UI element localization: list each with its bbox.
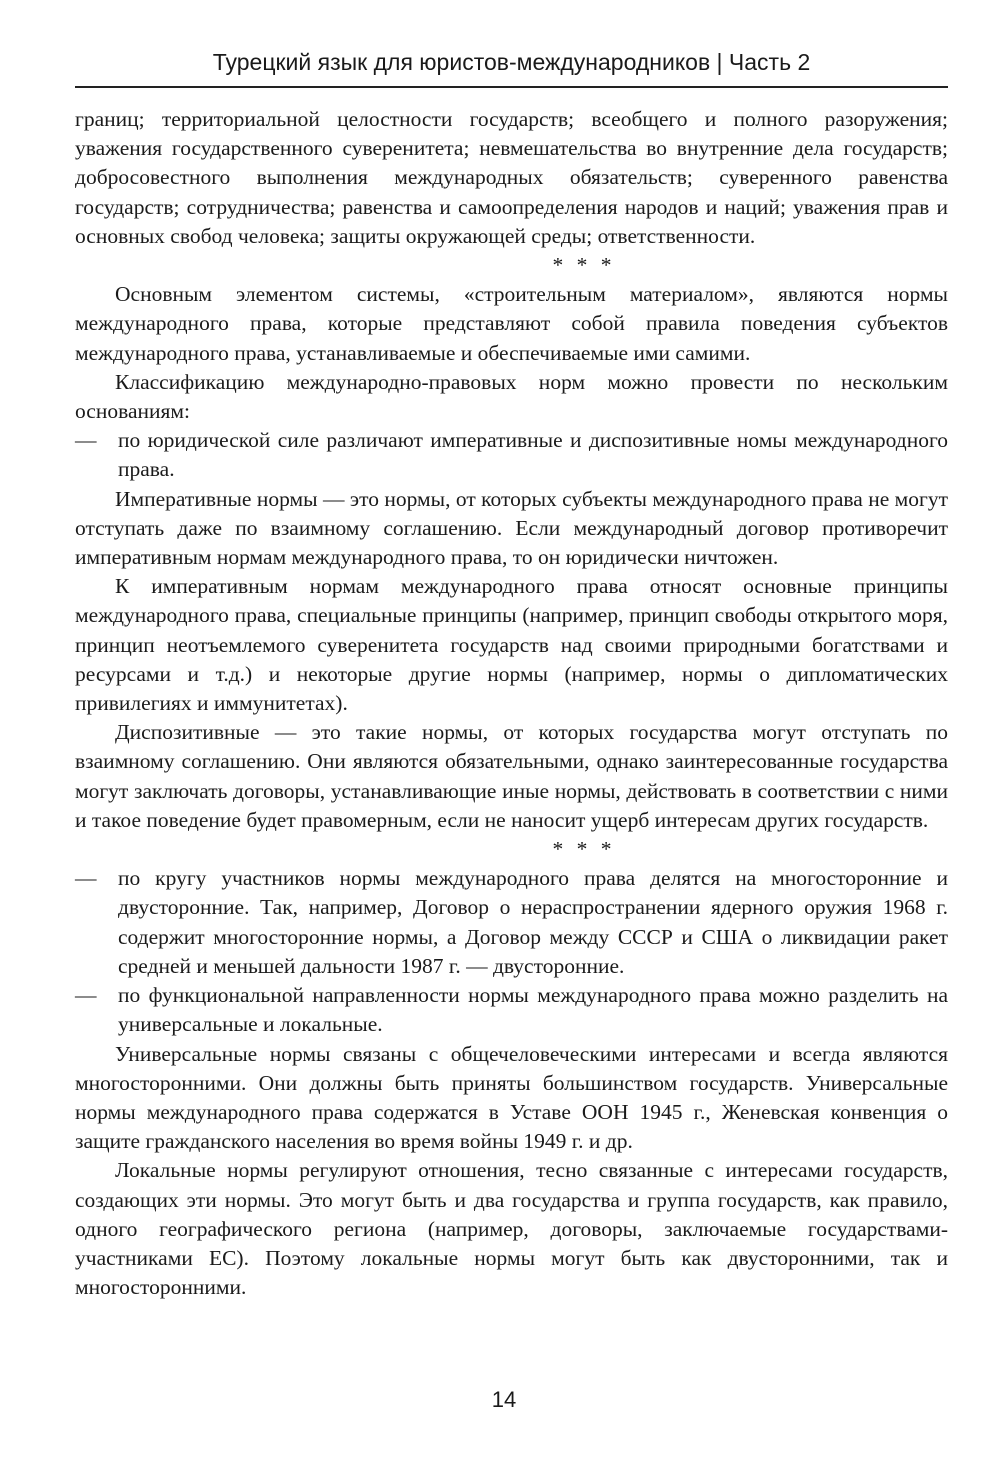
- list-item-functional: [75, 981, 948, 1039]
- list-item-legal-force: [75, 426, 948, 484]
- page-body: [75, 105, 948, 1302]
- header-divider: [75, 86, 948, 88]
- section-separator: * * *: [552, 253, 616, 278]
- section-separator: * * *: [552, 837, 616, 862]
- paragraph-dispositive-norms: Диспозитивные — это такие нормы, от которых государства могут отступать по взаимному соглашению. Они являются обязательными, однако заинтересованные государства могут заключать договоры, устанавливающие иные нормы, действовать в соответствии с ними и такое поведение будет правомерным, если не наносит ущерб интересам других государств.: [75, 720, 948, 832]
- paragraph-principles-continued: границ; территориальной целостности государств; всеобщего и полного разоружения; уважения государственного суверенитета; невмешательства во внутренние дела государств; добросовестного выполнения международных обязательств; суверенного равенства государств; сотрудничества; равенства и самоопределения народов и наций; уважения прав и основных свобод человека; защиты окружающей среды; ответственности.: [75, 107, 948, 248]
- paragraph-local-norms: Локальные нормы регулируют отношения, тесно связанные с интересами государств, создающих эти нормы. Это могут быть и два государства и группа государств, как правило, одного географического региона (например, договоры, заключаемые государствами-участниками ЕС). Поэтому локальные нормы могут быть как двусторонними, так и многосторонними.: [75, 1158, 948, 1300]
- list-item-participants: [75, 864, 948, 981]
- list-item-text: по юридической силе различают императивные и диспозитивные номы международного права.: [118, 428, 948, 482]
- paragraph-universal-norms: Универсальные нормы связаны с общечеловеческими интересами и всегда являются многосторонними. Они должны быть приняты большинством государств. Универсальные нормы международного права содержатся в Уставе ООН 1945 г., Женевская конвенция о защите гражданского населения во время войны 1949 г. и др.: [75, 1041, 948, 1154]
- dash-marker: —: [75, 983, 97, 1008]
- page-number: 14: [491, 1387, 517, 1412]
- running-header: Турецкий язык для юристов-международников | Часть 2: [212, 49, 811, 75]
- list-item-text: по кругу участников нормы международного права делятся на многосторонние и двусторонние. Так, например, Договор о нераспространении ядерного оружия 1968 г. содержит многосторонние нормы, а Договор между СССР и США о ликвидации ракет средней и меньшей дальности 1987 г. — двусторонние.: [118, 866, 948, 978]
- paragraph-classification-intro: Классификацию международно-правовых норм можно провести по нескольким основаниям:: [75, 369, 948, 424]
- paragraph-imperative-norms: Императивные нормы — это нормы, от которых субъекты международного права не могут отступать даже по взаимному соглашению. Если международный договор противоречит императивным нормам международного права, то он юридически ничтожен.: [75, 486, 948, 570]
- dash-marker: —: [75, 866, 97, 891]
- dash-marker: —: [75, 428, 97, 453]
- paragraph-norms-definition: Основным элементом системы, «строительным материалом», являются нормы международного права, которые представляют собой правила поведения субъектов международного права, устанавливаемые и обеспечиваемые ими самими.: [75, 282, 948, 365]
- paragraph-imperative-examples: К императивным нормам международного права относят основные принципы международного права, специальные принципы (например, принцип свободы открытого моря, принцип неотъемлемого суверенитета государств над своими природными богатствами и ресурсами и т.д.) и некоторые другие нормы (например, нормы о дипломатических привилегиях и иммунитетах).: [75, 574, 948, 716]
- list-item-text: по функциональной направленности нормы международного права можно разделить на универсальные и локальные.: [118, 983, 948, 1037]
